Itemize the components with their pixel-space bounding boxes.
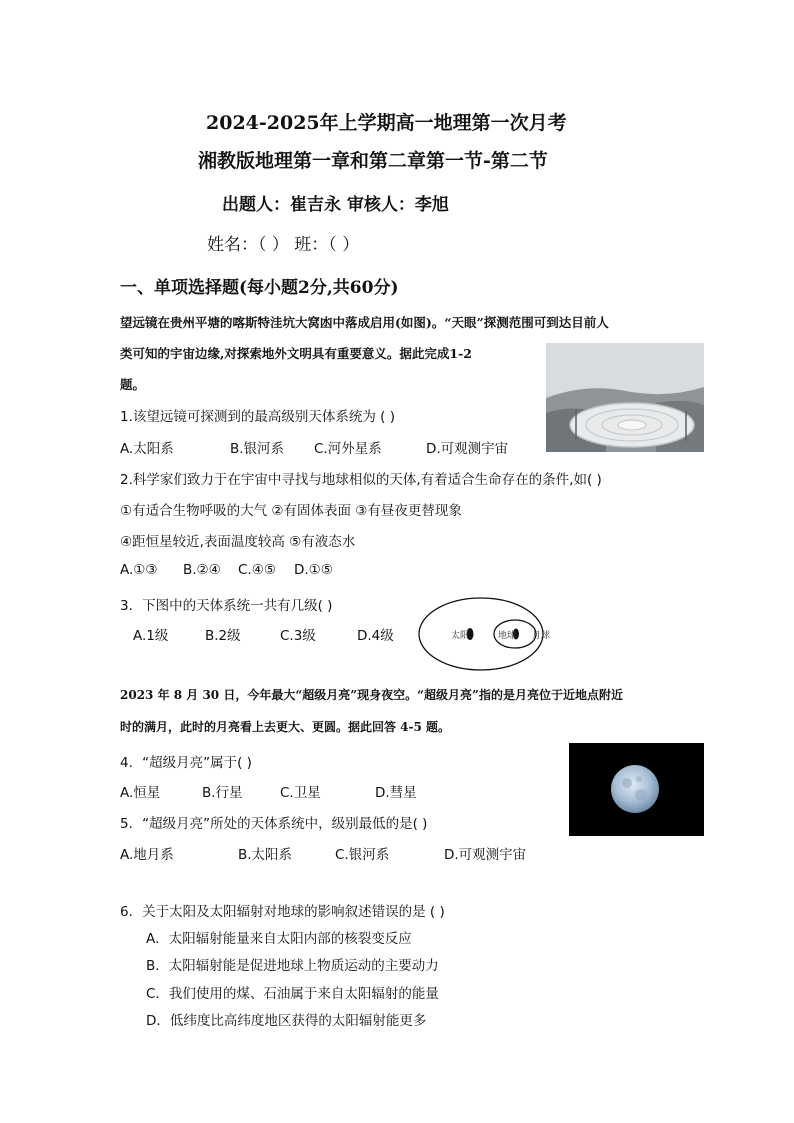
earth-label: 地球	[498, 631, 517, 641]
exam-title: 2024-2025年上学期高一地理第一次月考	[206, 112, 567, 134]
q1-option-b: B.银河系	[230, 441, 285, 457]
q3-stem: 3．下图中的天体系统一共有几级( )	[120, 598, 333, 614]
passage2-line1: 2023 年 8 月 30 日，今年最大“超级月亮”现身夜空。“超级月亮”指的是月亮位于近地点附近	[120, 688, 623, 702]
q2-option-d: D.①⑤	[294, 562, 333, 578]
q5-option-d: D.可观测宇宙	[444, 847, 527, 863]
q2-stem: 2.科学家们致力于在宇宙中寻找与地球相似的天体,有着适合生命存在的条件,如( )	[120, 472, 602, 488]
q3-option-d: D.4级	[357, 628, 394, 644]
exam-authors: 出题人：崔吉永 审核人：李旭	[222, 195, 449, 215]
sun-label: 太阳	[451, 631, 470, 641]
q5-option-a: A.地月系	[120, 847, 174, 863]
q3-option-c: C.3级	[280, 628, 316, 644]
q4-option-a: A.恒星	[120, 785, 161, 801]
q3-option-a: A.1级	[133, 628, 169, 644]
moon-label: 月球	[532, 631, 551, 641]
q6-stem: 6．关于太阳及太阳辐射对地球的影响叙述错误的是 ( )	[120, 904, 445, 920]
q4-stem: 4．“超级月亮”属于( )	[120, 755, 252, 771]
celestial-system-diagram	[415, 596, 565, 674]
passage1-line3: 题。	[120, 377, 146, 392]
telescope-photo	[546, 343, 704, 452]
supermoon-photo	[569, 743, 704, 836]
q3-option-b: B.2级	[205, 628, 241, 644]
q4-option-b: B.行星	[202, 785, 243, 801]
q5-option-b: B.太阳系	[238, 847, 293, 863]
q2-option-a: A.①③	[120, 562, 158, 578]
passage1-line2: 类可知的宇宙边缘,对探索地外文明具有重要意义。据此完成1-2	[120, 346, 472, 361]
solar-system-ellipse	[419, 598, 543, 670]
q1-option-a: A.太阳系	[120, 441, 174, 457]
q6-option-d: D．低纬度比高纬度地区获得的太阳辐射能更多	[146, 1013, 427, 1029]
q2-option-c: C.④⑤	[238, 562, 276, 578]
q2-option-b: B.②④	[183, 562, 221, 578]
q2-items-line1: ①有适合生物呼吸的大气 ②有固体表面 ③有昼夜更替现象	[120, 503, 462, 519]
passage2-line2: 时的满月，此时的月亮看上去更大、更圆。据此回答 4-5 题。	[120, 720, 451, 734]
telescope-illustration	[546, 343, 704, 452]
name-class-line: 姓名：（ ） 班：（ ）	[207, 235, 360, 255]
q1-option-d: D.可观测宇宙	[426, 441, 509, 457]
q5-stem: 5．“超级月亮”所处的天体系统中，级别最低的是( )	[120, 816, 428, 832]
q5-option-c: C.银河系	[335, 847, 390, 863]
q4-option-d: D.彗星	[375, 785, 417, 801]
section-heading: 一、单项选择题(每小题2分,共60分)	[120, 278, 399, 298]
q4-option-c: C.卫星	[280, 785, 321, 801]
passage1-line1: 望远镜在贵州平塘的喀斯特洼坑大窝凼中落成启用(如图)。“天眼”探测范围可到达目前人	[120, 315, 609, 330]
q6-option-a: A．太阳辐射能量来自太阳内部的核裂变反应	[146, 931, 412, 947]
q6-option-b: B．太阳辐射能是促进地球上物质运动的主要动力	[146, 958, 439, 974]
q6-option-c: C．我们使用的煤、石油属于来自太阳辐射的能量	[146, 986, 439, 1002]
q1-option-c: C.河外星系	[314, 441, 382, 457]
q2-items-line2: ④距恒星较近,表面温度较高 ⑤有液态水	[120, 534, 356, 550]
q1-stem: 1.该望远镜可探测到的最高级别天体系统为 ( )	[120, 409, 395, 425]
exam-subtitle: 湘教版地理第一章和第二章第一节-第二节	[198, 150, 548, 172]
moon-illustration	[569, 743, 704, 836]
